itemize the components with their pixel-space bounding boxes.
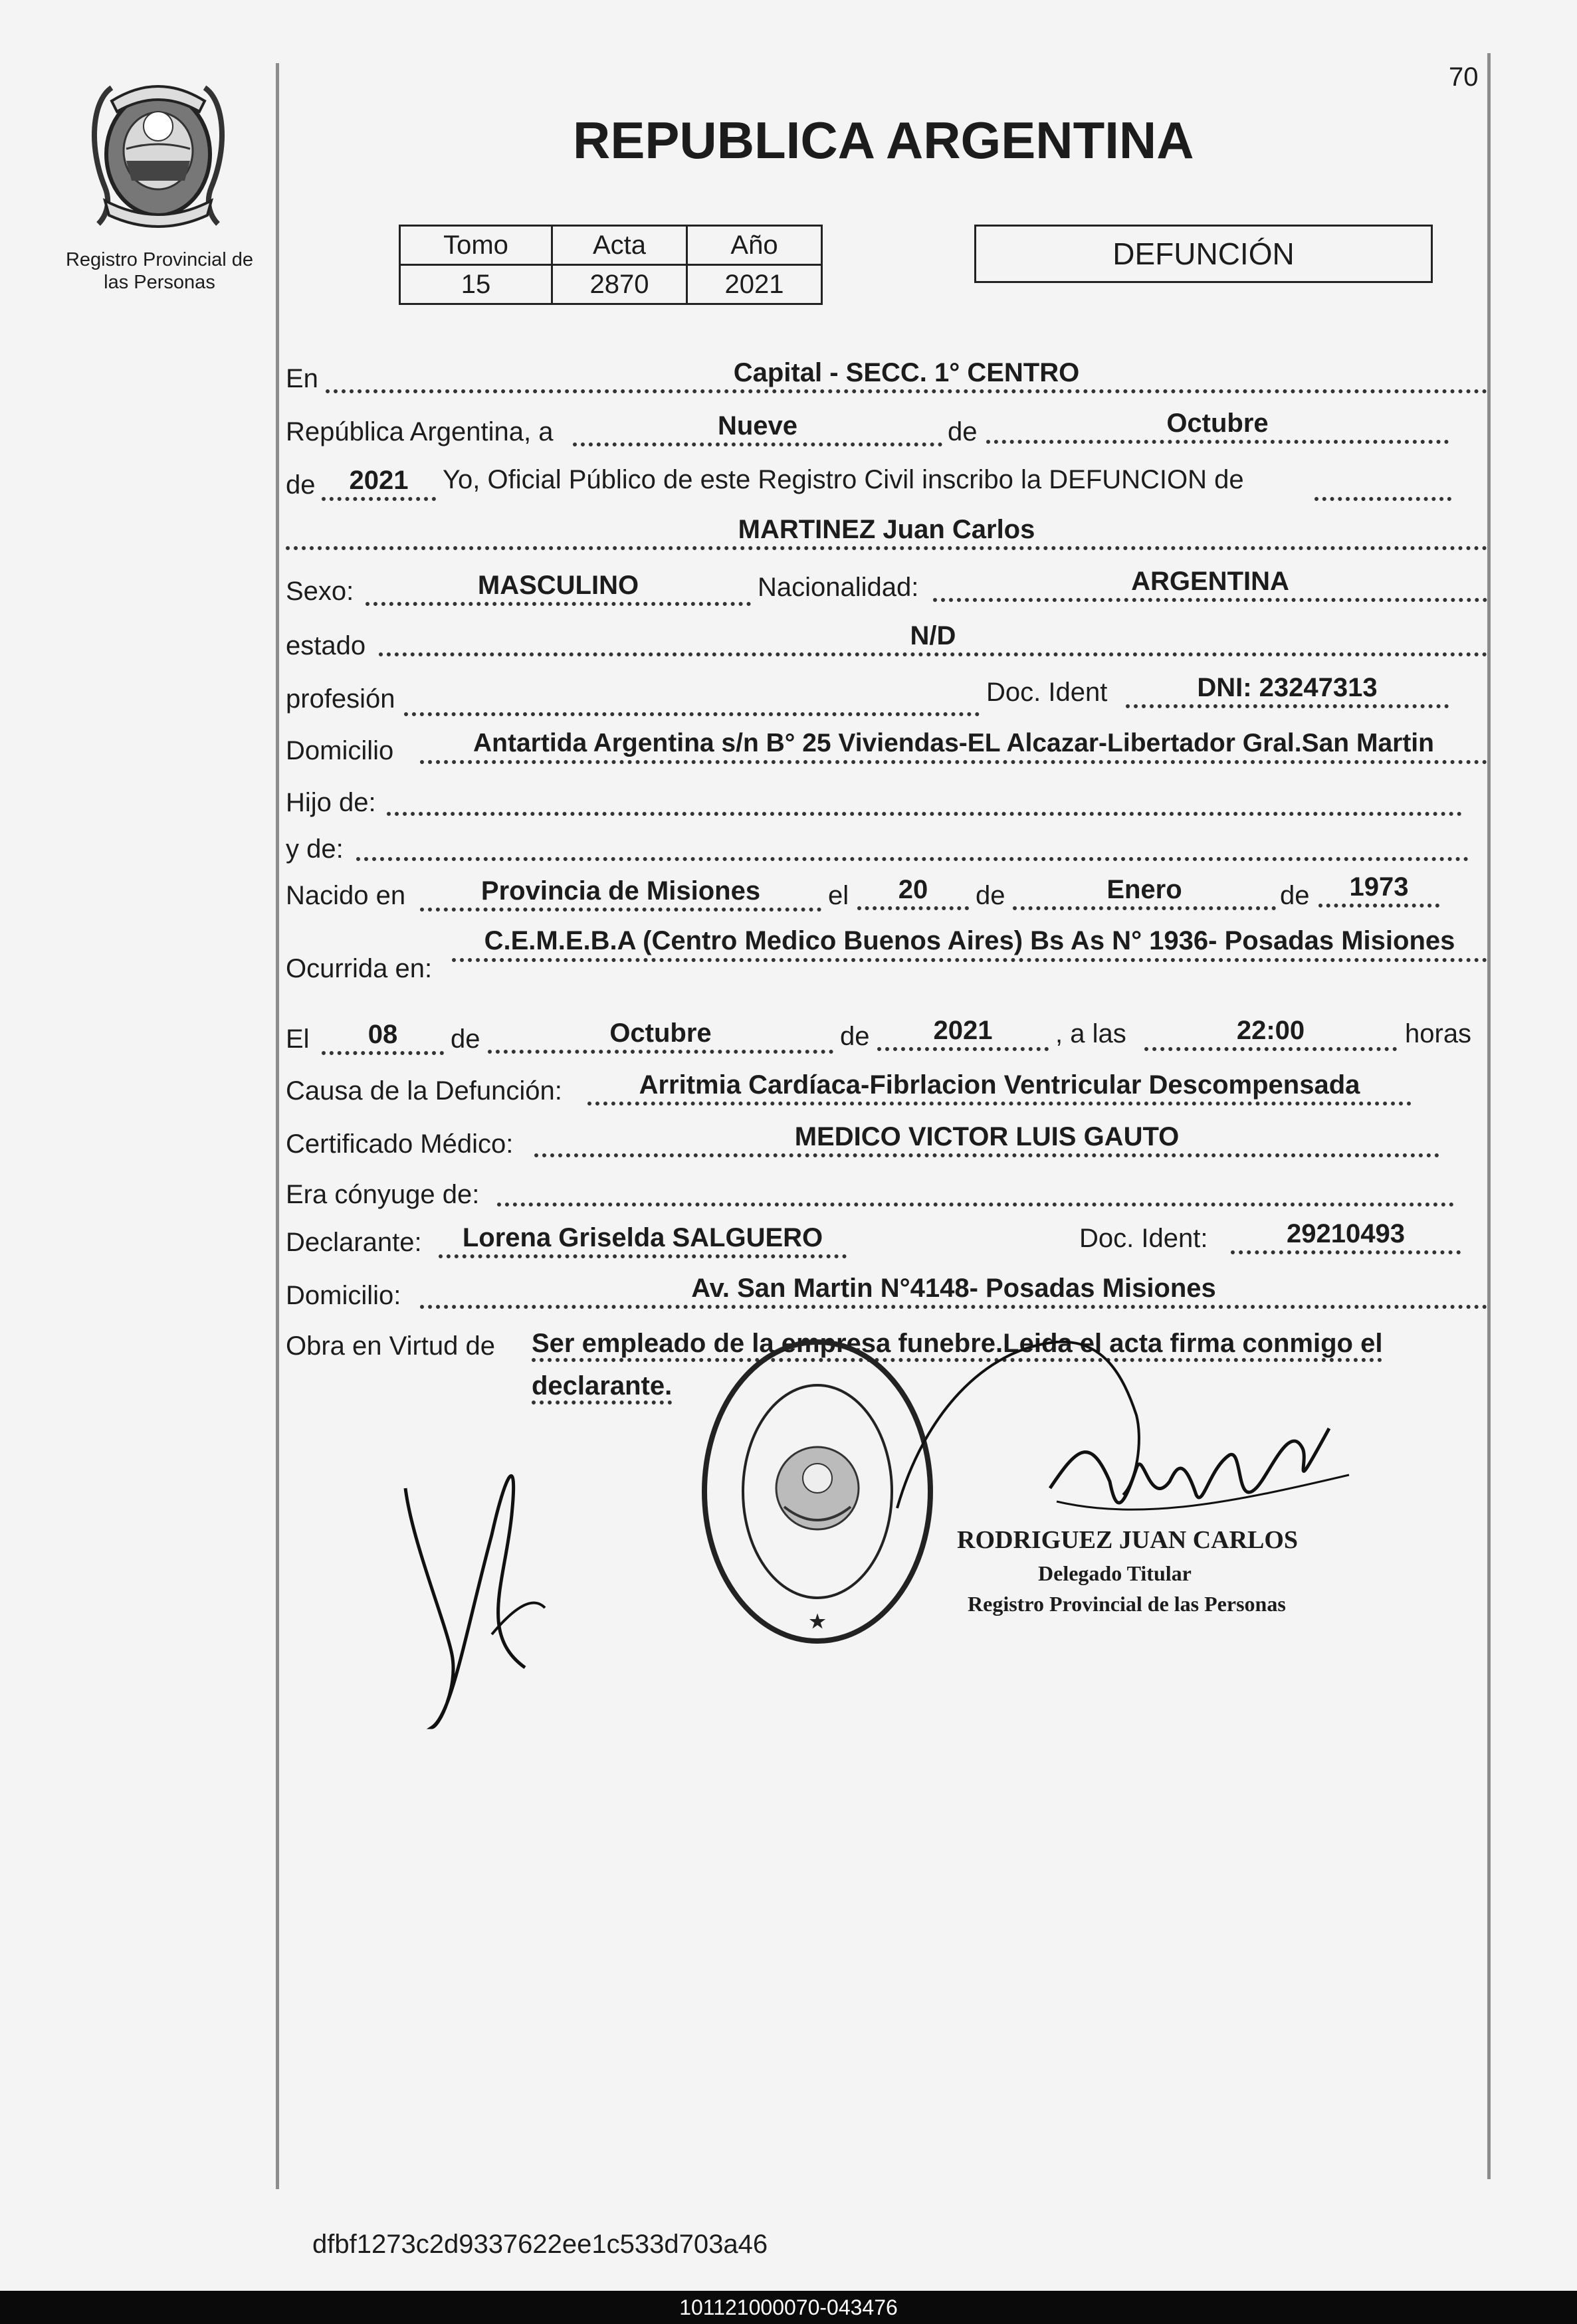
label-de: de	[948, 417, 978, 446]
label-domicilio: Domicilio	[286, 736, 394, 765]
left-margin-line	[276, 63, 279, 2189]
record-table	[399, 225, 823, 305]
registry-name-line2: las Personas	[104, 272, 215, 293]
field-estado: N/D	[379, 619, 1487, 656]
field-causa: Arritmia Cardíaca-Fibrlacion Ventricular Descompensada	[587, 1068, 1412, 1106]
official-role: Delegado Titular	[1038, 1561, 1192, 1585]
label-a-las: , a las	[1055, 1019, 1126, 1048]
page-title: REPUBLICA ARGENTINA	[573, 111, 1194, 169]
field-fallecimiento-dia: 08	[322, 1018, 444, 1055]
label-y-de: y de:	[286, 834, 344, 864]
field-lugar: Capital - SECC. 1° CENTRO	[326, 356, 1487, 393]
document-hash: dfbf1273c2d9337622ee1c533d703a46	[312, 2230, 768, 2259]
svg-text:★: ★	[809, 1611, 826, 1632]
field-declarante: Lorena Griselda SALGUERO	[439, 1221, 847, 1258]
field-nacido-anio: 1973	[1318, 870, 1439, 908]
label-conyuge: Era cónyuge de:	[286, 1180, 480, 1209]
label-nacionalidad: Nacionalidad:	[758, 573, 919, 602]
label-doc-ident: Doc. Ident	[986, 678, 1108, 707]
field-fallecimiento-hora: 22:00	[1144, 1014, 1397, 1051]
field-domicilio: Antartida Argentina s/n B° 25 Viviendas-EL Alcazar-Libertador Gral.San Martin	[420, 727, 1487, 764]
label-yo-text: Yo, Oficial Público de este Registro Civil inscribo la DEFUNCION de	[443, 465, 1244, 494]
document-type-box: DEFUNCIÓN	[974, 225, 1433, 283]
field-nombre: MARTINEZ Juan Carlos	[286, 513, 1487, 550]
field-nacido-mes: Enero	[1013, 873, 1276, 910]
label-de-mes-nac: de	[976, 881, 1005, 910]
label-de-anio: de	[286, 470, 316, 500]
label-doc-ident-declarante: Doc. Ident:	[1079, 1224, 1208, 1253]
label-de-anio-nac: de	[1280, 881, 1310, 910]
label-sexo: Sexo:	[286, 577, 354, 606]
table-header-acta: Acta	[552, 226, 687, 265]
field-fallecimiento-anio: 2021	[877, 1014, 1049, 1051]
label-horas: horas	[1405, 1019, 1472, 1048]
label-hijo-de: Hijo de:	[286, 788, 376, 817]
declarant-signature	[392, 1435, 565, 1741]
field-anio-inscripcion: 2021	[322, 464, 436, 501]
table-value-anio: 2021	[687, 265, 822, 304]
field-declarante-doc: 29210493	[1231, 1217, 1461, 1254]
table-value-tomo: 15	[400, 265, 552, 304]
field-obra-text: Ser empleado de la empresa funebre.Leida el acta firma conmigo el declarante.	[532, 1329, 1382, 1404]
field-doc-ident: DNI: 23247313	[1126, 671, 1449, 708]
table-value-acta: 2870	[552, 265, 687, 304]
label-certificado: Certificado Médico:	[286, 1129, 514, 1159]
field-sexo: MASCULINO	[366, 569, 751, 606]
field-blank-line	[1314, 464, 1451, 501]
official-name: RODRIGUEZ JUAN CARLOS	[957, 1526, 1299, 1554]
label-de-mes: de	[451, 1024, 480, 1054]
field-hijo-de	[387, 779, 1462, 816]
page-number: 70	[1449, 62, 1479, 92]
label-el-fecha: El	[286, 1024, 310, 1054]
label-causa: Causa de la Defunción:	[286, 1076, 562, 1106]
label-de-anio-fall: de	[840, 1022, 870, 1051]
field-declarante-domicilio: Av. San Martin N°4148- Posadas Misiones	[420, 1272, 1487, 1309]
field-profesion	[404, 679, 980, 716]
label-el: el	[828, 881, 849, 910]
label-domicilio-declarante: Domicilio:	[286, 1281, 401, 1310]
field-dia-inscripcion: Nueve	[573, 409, 942, 446]
right-margin-line	[1487, 53, 1491, 2179]
label-nacido-en: Nacido en	[286, 881, 406, 910]
label-obra: Obra en Virtud de	[286, 1331, 496, 1361]
label-en: En	[286, 364, 318, 393]
label-estado: estado	[286, 631, 366, 660]
label-declarante: Declarante:	[286, 1228, 422, 1257]
field-certificado-medico: MEDICO VICTOR LUIS GAUTO	[534, 1120, 1439, 1157]
field-y-de	[356, 824, 1469, 861]
registry-name	[47, 248, 272, 294]
field-nacionalidad: ARGENTINA	[933, 565, 1487, 602]
field-nacido-en: Provincia de Misiones	[420, 874, 821, 912]
registry-name-line1: Registro Provincial de	[65, 249, 254, 270]
official-office: Registro Provincial de las Personas	[968, 1592, 1286, 1616]
barcode-number: 101121000070-043476	[0, 2291, 1577, 2324]
table-header-tomo: Tomo	[400, 226, 552, 265]
label-profesion: profesión	[286, 684, 395, 714]
field-fallecimiento-mes: Octubre	[488, 1017, 833, 1054]
province-emblem-icon	[85, 74, 231, 234]
label-republica: República Argentina, a	[286, 417, 554, 446]
field-mes-inscripcion: Octubre	[986, 407, 1449, 444]
field-ocurrida-en: C.E.M.E.B.A (Centro Medico Buenos Aires) Bs As N° 1936- Posadas Misiones	[452, 923, 1487, 962]
signature-stroke	[884, 1335, 1163, 1521]
field-nacido-dia: 20	[857, 873, 969, 910]
field-conyuge	[497, 1169, 1454, 1207]
label-ocurrida-en: Ocurrida en:	[286, 954, 433, 983]
table-header-anio: Año	[687, 226, 822, 265]
